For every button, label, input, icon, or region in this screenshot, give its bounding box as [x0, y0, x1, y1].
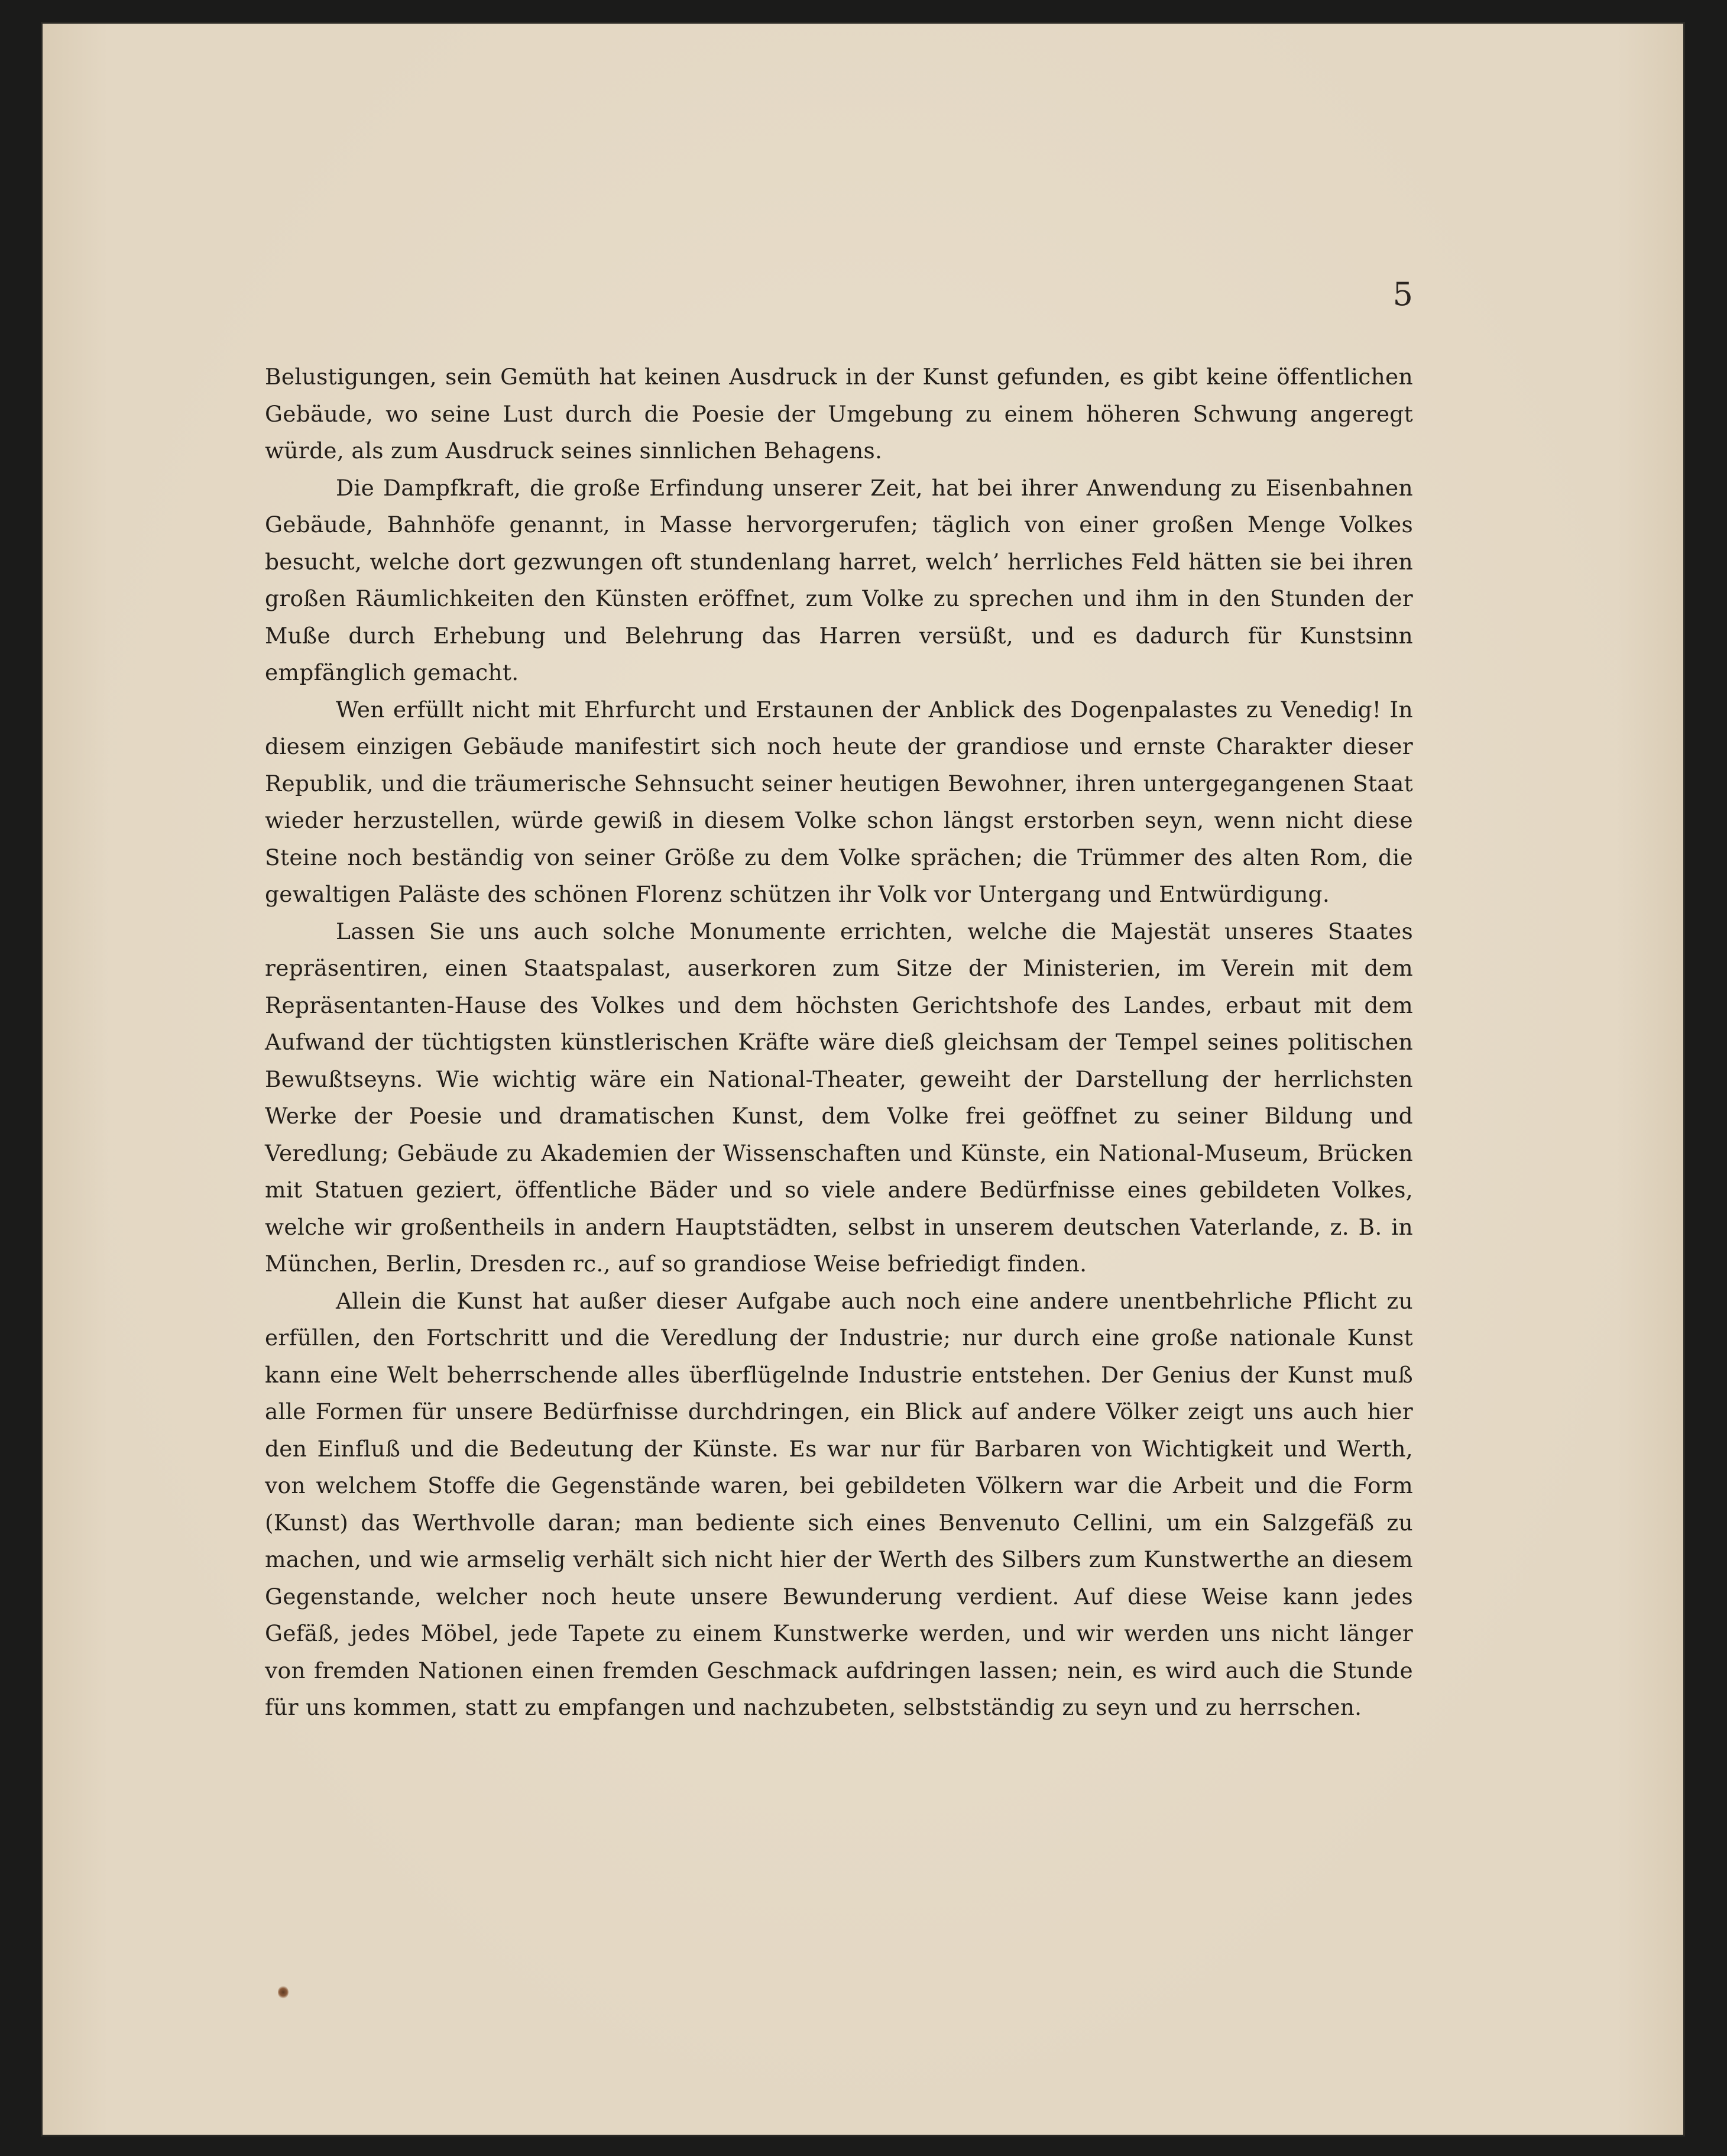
paragraph-2: Die Dampfkraft, die große Erfindung unserer Zeit, hat bei ihrer Anwendung zu Eisenbahnen Gebäude, Bahnhöfe genannt, in Masse hervorgerufen; täglich von einer großen Menge Volkes besucht, welche dort gezwungen oft stundenlang harret, welch’ herrliches Feld hätten sie bei ihren großen Räumlichkeiten den Künsten eröffnet, zum Volke zu sprechen und ihm in den Stunden der Muße durch Erhebung und Belehrung das Harren versüßt, und es dadurch für Kunstsinn empfänglich gemacht.: [265, 474, 1413, 685]
document-page: [43, 24, 1683, 2135]
page-number: 5: [1392, 276, 1413, 313]
paper-stain: [278, 1986, 289, 1999]
paragraph-4: Lassen Sie uns auch solche Monumente errichten, welche die Majestät unseres Staates repräsentiren, einen Staatspalast, auserkoren zum Sitze der Ministerien, im Verein mit dem Repräsentanten-Hause des Volkes und dem höchsten Gerichtshofe des Landes, erbaut mit dem Aufwand der tüchtigsten künstlerischen Kräfte wäre dieß gleichsam der Tempel seines politischen Bewußtseyns. Wie wichtig wäre ein National-Theater, geweiht der Darstellung der herrlichsten Werke der Poesie und dramatischen Kunst, dem Volke frei geöffnet zu seiner Bildung und Veredlung; Gebäude zu Akademien der Wissenschaften und Künste, ein National-Museum, Brücken mit Statuen geziert, öffentliche Bäder und so viele andere Bedürfnisse eines gebildeten Volkes, welche wir großentheils in andern Hauptstädten, selbst in unserem deutschen Vaterlande, z. B. in München, Berlin, Dresden rc., auf so grandiose Weise befriedigt finden.: [265, 918, 1413, 1277]
paragraph-5: Allein die Kunst hat außer dieser Aufgabe auch noch eine andere unentbehrliche Pflicht zu erfüllen, den Fortschritt und die Veredlung der Industrie; nur durch eine große nationale Kunst kann eine Welt beherrschende alles überflügelnde Industrie entstehen. Der Genius der Kunst muß alle Formen für unsere Bedürfnisse durchdringen, ein Blick auf andere Völker zeigt uns auch hier den Einfluß und die Bedeutung der Künste. Es war nur für Barbaren von Wichtigkeit und Werth, von welchem Stoffe die Gegenstände waren, bei gebildeten Völkern war die Arbeit und die Form (Kunst) das Werthvolle daran; man bediente sich eines Benvenuto Cellini, um ein Salzgefäß zu machen, und wie armselig verhält sich nicht hier der Werth des Silbers zum Kunstwerthe an diesem Gegenstande, welcher noch heute unsere Bewunderung verdient. Auf diese Weise kann jedes Gefäß, jedes Möbel, jede Tapete zu einem Kunstwerke werden, und wir werden uns nicht länger von fremden Nationen einen fremden Geschmack aufdringen lassen; nein, es wird auch die Stunde für uns kommen, statt zu empfangen und nachzubeten, selbstständig zu seyn und zu herrschen.: [265, 1287, 1413, 1720]
paragraph-3: Wen erfüllt nicht mit Ehrfurcht und Erstaunen der Anblick des Dogenpalastes zu Venedig! In diesem einzigen Gebäude manifestirt sich noch heute der grandiose und ernste Charakter dieser Republik, und die träumerische Sehnsucht seiner heutigen Bewohner, ihren untergegangenen Staat wieder herzustellen, würde gewiß in diesem Volke schon längst erstorben seyn, wenn nicht diese Steine noch beständig von seiner Größe zu dem Volke sprächen; die Trümmer des alten Rom, die gewaltigen Paläste des schönen Florenz schützen ihr Volk vor Untergang und Entwürdigung.: [265, 696, 1413, 907]
body-text: [265, 358, 1413, 1726]
paragraph-1: Belustigungen, sein Gemüth hat keinen Ausdruck in der Kunst gefunden, es gibt keine öffentlichen Gebäude, wo seine Lust durch die Poesie der Umgebung zu einem höheren Schwung angeregt würde, als zum Ausdruck seines sinnlichen Behagens.: [265, 364, 1413, 464]
